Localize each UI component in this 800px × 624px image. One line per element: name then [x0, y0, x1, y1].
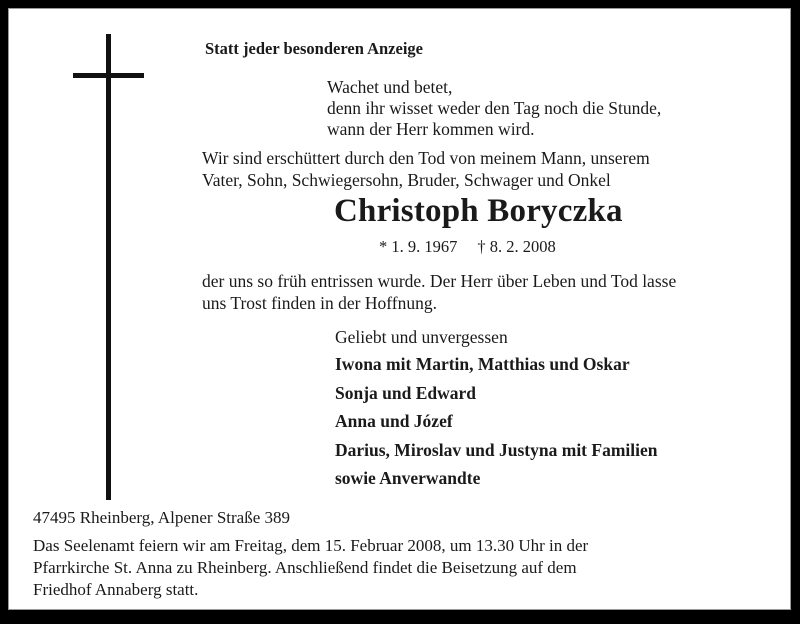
address: 47495 Rheinberg, Alpener Straße 389 — [33, 508, 291, 527]
closing-line: uns Trost finden in der Hoffnung. — [202, 293, 437, 313]
verse-line: wann der Herr kommen wird. — [327, 119, 535, 139]
death-date: † 8. 2. 2008 — [477, 237, 556, 256]
service-info — [33, 535, 588, 601]
service-line: Friedhof Annaberg statt. — [33, 580, 199, 599]
service-line: Das Seelenamt feiern wir am Freitag, dem 15. Februar 2008, um 13.30 Uhr in der — [33, 536, 589, 555]
life-dates — [379, 239, 556, 256]
verse-line: Wachet und betet, — [327, 77, 453, 97]
intro-text — [202, 147, 650, 191]
cross-icon-horizontal-bar — [73, 73, 144, 78]
closing-line: der uns so früh entrissen wurde. Der Herr über Leben und Tod lasse — [202, 271, 677, 291]
verse-line: denn ihr wisset weder den Tag noch die Stunde, — [327, 98, 662, 118]
cross-icon-vertical-bar — [106, 34, 111, 500]
service-line: Pfarrkirche St. Anna zu Rheinberg. Anschließend findet die Beisetzung auf dem — [33, 558, 577, 577]
family-member: Iwona mit Martin, Matthias und Oskar — [335, 354, 630, 374]
family-member: Sonja und Edward — [335, 382, 477, 403]
closing-text — [202, 270, 676, 314]
deceased-name: Christoph Boryczka — [334, 193, 623, 229]
obituary-notice — [8, 8, 791, 610]
birth-date: * 1. 9. 1967 — [379, 237, 458, 256]
intro-line: Wir sind erschüttert durch den Tod von meinem Mann, unserem — [202, 148, 650, 168]
family-intro: Geliebt und unvergessen — [335, 327, 508, 347]
family-member: Anna und Józef — [335, 411, 453, 431]
family-member: sowie Anverwandte — [335, 468, 481, 488]
bible-verse — [327, 77, 661, 140]
family-list — [335, 355, 658, 498]
family-member: Darius, Miroslav und Justyna mit Familien — [335, 439, 658, 460]
intro-line: Vater, Sohn, Schwiegersohn, Bruder, Schwager und Onkel — [202, 170, 611, 190]
notice-heading: Statt jeder besonderen Anzeige — [205, 39, 423, 58]
